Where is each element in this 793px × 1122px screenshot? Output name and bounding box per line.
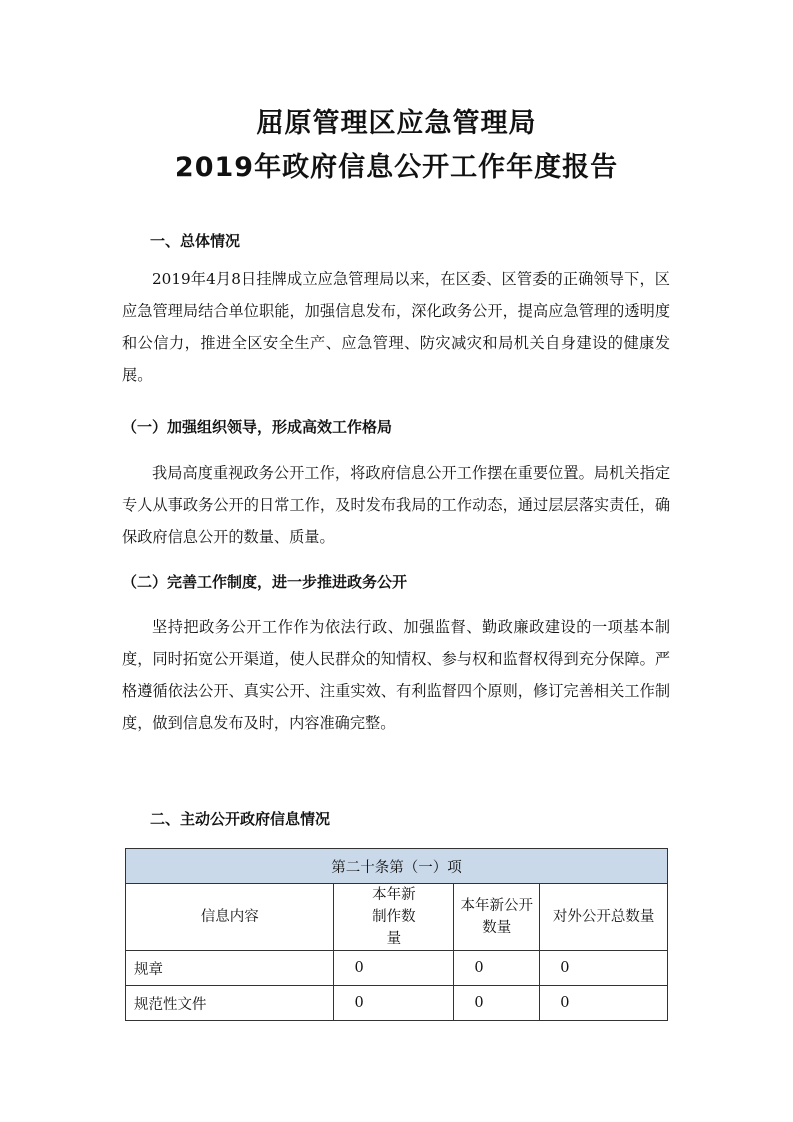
table-row (126, 951, 668, 986)
section1-heading: 一、总体情况 (150, 232, 241, 250)
report-title-line1: 屈原管理区应急管理局 (256, 108, 537, 139)
cell-new-made: 0 (334, 951, 454, 986)
column-header-new-made: 本年新制作数量 (334, 884, 454, 951)
subsection2-heading: （二）完善工作制度，进一步推进政务公开 (122, 573, 408, 591)
info-table (125, 848, 668, 1021)
row-label: 规范性文件 (126, 986, 334, 1021)
table-caption-row (126, 849, 668, 884)
subsection1-heading: （一）加强组织领导，形成高效工作格局 (122, 418, 393, 436)
table-caption: 第二十条第（一）项 (126, 849, 668, 884)
table-header-row (126, 884, 668, 951)
cell-new-published: 0 (454, 951, 540, 986)
section2-heading: 二、主动公开政府信息情况 (150, 810, 331, 828)
subsection1-paragraph: 我局高度重视政务公开工作，将政府信息公开工作摆在重要位置。局机关指定专人从事政务公开的日常工作，及时发布我局的工作动态，通过层层落实责任，确保政府信息公开的数量、质量。 (122, 464, 670, 546)
column-header-new-published: 本年新公开数量 (454, 884, 540, 951)
section1-paragraph: 2019年4月8日挂牌成立应急管理局以来，在区委、区管委的正确领导下，区应急管理局结合单位职能，加强信息发布，深化政务公开，提高应急管理的透明度和公信力，推进全区安全生产、应急管理、防灾减灾和局机关自身建设的健康发展。 (122, 270, 670, 384)
row-label: 规章 (126, 951, 334, 986)
cell-new-made: 0 (334, 986, 454, 1021)
cell-total-published: 0 (540, 986, 668, 1021)
cell-total-published: 0 (540, 951, 668, 986)
column-header-total-published: 对外公开总数量 (540, 884, 668, 951)
subsection2-paragraph: 坚持把政务公开工作作为依法行政、加强监督、勤政廉政建设的一项基本制度，同时拓宽公开渠道，使人民群众的知情权、参与权和监督权得到充分保障。严格遵循依法公开、真实公开、注重实效、有利监督四个原则，修订完善相关工作制度，做到信息发布及时，内容准确完整。 (122, 618, 670, 732)
cell-new-published: 0 (454, 986, 540, 1021)
table-row (126, 986, 668, 1021)
column-header-content: 信息内容 (126, 884, 334, 951)
report-title-line2: 2019年政府信息公开工作年度报告 (174, 152, 619, 183)
